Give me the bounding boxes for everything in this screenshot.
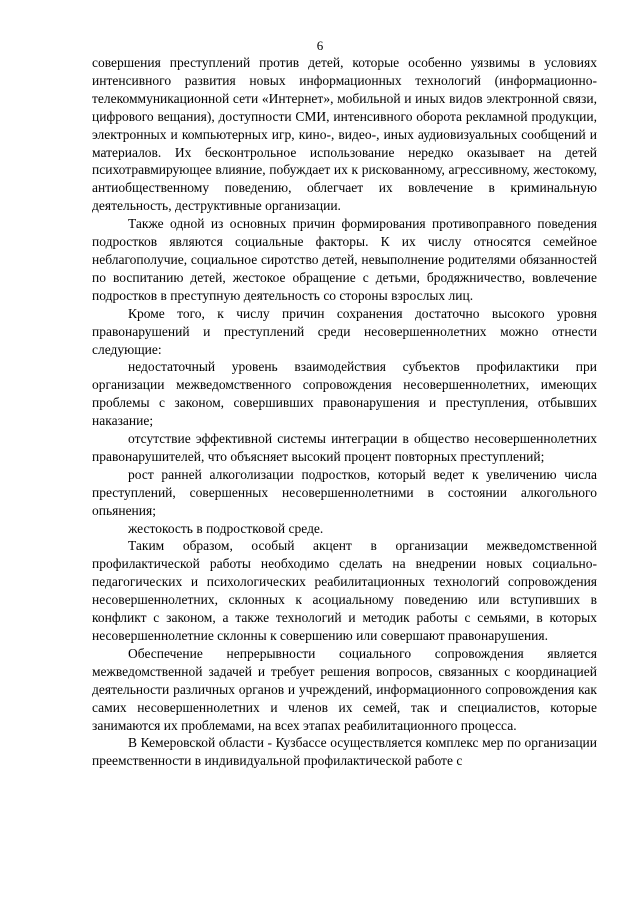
- list-item-cruelty: жестокость в подростковой среде.: [128, 520, 324, 536]
- paragraph-continuation: совершения преступлений против детей, которые особенно уязвимы в условиях интенсивного развития новых информационных технологий (информационно-телекоммуникационной сети «Интернет», мобильной и иных видов электронной связи, цифрового вещания), доступности СМИ, интенсивного оборота рекламной продукции, электронных и компьютерных игр, кино-, видео-, иных аудиовизуальных сообщений и материалов. Их бесконтрольное использование нередко оказывает на детей психотравмирующее влияние, побуждает их к рискованному, агрессивному, жестокому, антиобщественному поведению, облегчает их вовлечение в криминальную деятельность, деструктивные организации.: [92, 55, 597, 214]
- page-number: 6: [316, 38, 324, 53]
- body-text: [92, 54, 597, 770]
- paragraph-continuity: Обеспечение непрерывности социального сопровождения является межведомственной задачей и требует решения вопросов, связанных с координацией деятельности различных органов и учреждений, информационного сопровождения как самих несовершеннолетних и членов их семей, так и специалистов, которые занимаются их проблемами, на всех этапах реабилитационного процесса.: [92, 645, 597, 733]
- list-item-alcoholization: рост ранней алкоголизации подростков, который ведет к увеличению числа преступлений, совершенных несовершеннолетними в состоянии алкогольного опьянения;: [92, 466, 597, 518]
- list-item-integration-system: отсутствие эффективной системы интеграции в общество несовершеннолетних правонарушителей, что объясняет высокий процент повторных преступлений;: [92, 431, 597, 464]
- paragraph-reasons-intro: Кроме того, к числу причин сохранения достаточно высокого уровня правонарушений и преступлений среди несовершеннолетних можно отнести следующие:: [92, 305, 597, 357]
- list-item-interaction-level: недостаточный уровень взаимодействия субъектов профилактики при организации межведомственного сопровождения несовершеннолетних, имеющих проблемы с законом, совершивших правонарушения и преступления, отбывших наказание;: [92, 359, 597, 429]
- paragraph-conclusion: Таким образом, особый акцент в организации межведомственной профилактической работы необходимо сделать на внедрении новых социально-педагогических и психологических реабилитационных технологий сопровождения несовершеннолетних, склонных к асоциальному поведению или вступивших в конфликт с законом, а также технологий и методик работы с семьями, в которых несовершеннолетние склонны к совершению или совершают правонарушения.: [92, 538, 597, 643]
- paragraph-kemerovo: В Кемеровской области - Кузбассе осуществляется комплекс мер по организации преемственности в индивидуальной профилактической работе с: [92, 735, 597, 769]
- paragraph-social-factors: Также одной из основных причин формирования противоправного поведения подростков являются социальные факторы. К их числу относятся семейное неблагополучие, социальное сиротство детей, невыполнение родителями обязанностей по воспитанию детей, жестокое обращение с детьми, бродяжничество, вовлечение подростков в преступную деятельность со стороны взрослых лиц.: [92, 216, 597, 303]
